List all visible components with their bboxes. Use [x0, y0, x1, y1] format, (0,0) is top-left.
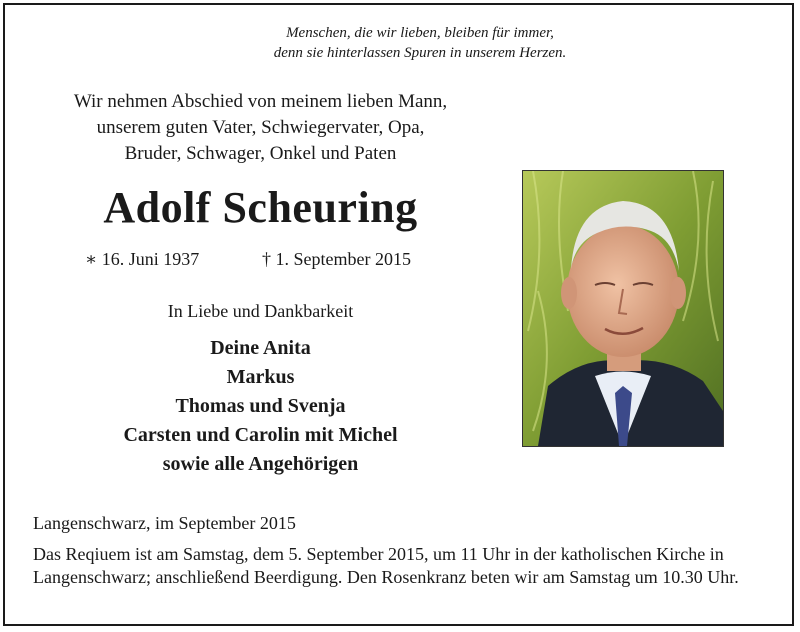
place-and-date: Langenschwarz, im September 2015 — [33, 513, 296, 533]
mourner-item: Carsten und Carolin mit Michel — [123, 424, 398, 446]
intro-line-3: Bruder, Schwager, Onkel und Paten — [124, 143, 397, 164]
intro-line-1: Wir nehmen Abschied von meinem lieben Mann, — [73, 91, 448, 112]
gratitude-line: In Liebe und Dankbarkeit — [167, 301, 354, 321]
intro-line-2: unserem guten Vater, Schwiegervater, Opa, — [96, 117, 425, 138]
deceased-name: Adolf Scheuring — [103, 183, 418, 232]
motto-quote — [155, 23, 685, 63]
birth-date: ∗ 16. Juni 1937 — [85, 249, 200, 269]
mourner-item: sowie alle Angehörigen — [162, 453, 359, 475]
portrait-illustration — [523, 171, 723, 446]
death-date: † 1. September 2015 — [262, 249, 411, 269]
motto-line-2: denn sie hinterlassen Spuren in unserem Herzen. — [273, 45, 567, 61]
mourner-item: Markus — [226, 366, 295, 388]
farewell-intro — [23, 89, 498, 167]
portrait-photo — [522, 170, 724, 447]
mourners-list — [23, 334, 498, 479]
mourner-item: Deine Anita — [210, 337, 311, 359]
funeral-notice: Das Reqiuem ist am Samstag, dem 5. September 2015, um 11 Uhr in der katholischen Kirche in Langenschwarz; anschließend Beerdigung. Den Rosenkranz beten wir am Samstag um 10.30 Uhr. — [33, 544, 739, 587]
motto-line-1: Menschen, die wir lieben, bleiben für immer, — [286, 25, 554, 41]
obituary-card — [3, 3, 794, 626]
mourner-item: Thomas und Svenja — [175, 395, 346, 417]
